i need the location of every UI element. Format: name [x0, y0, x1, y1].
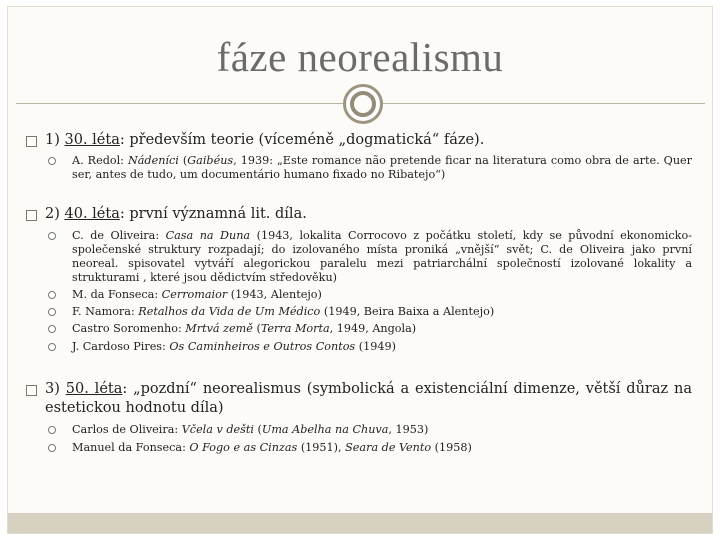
italic-title-text: Včela v dešti	[181, 423, 254, 436]
title-divider-right	[383, 103, 705, 104]
circle-bullet-icon	[48, 291, 56, 299]
list-item-text	[72, 340, 692, 354]
section-1	[26, 131, 692, 150]
circle-bullet-icon	[48, 343, 56, 351]
list-item-text	[72, 441, 692, 455]
divider-ring-ornament	[343, 84, 383, 124]
list-item-text	[72, 154, 692, 182]
item-text-run: A. Redol:	[72, 154, 128, 167]
square-bullet-icon	[26, 210, 37, 221]
circle-bullet-icon	[48, 426, 56, 434]
italic-title-text: Nádeníci	[127, 154, 179, 167]
item-text-run: 1939: „Este romance não pretende ficar na literatura como obra de arte. Quer ser, antes de tudo, um documentário humano fixado no Ribatejo“)	[72, 154, 692, 181]
item-text-run: (1949, Beira Baixa a Alentejo)	[320, 305, 495, 318]
circle-bullet-icon	[48, 308, 56, 316]
italic-title-text: Mrtvá země	[185, 322, 253, 335]
item-text-run: (1949)	[355, 340, 396, 353]
circle-bullet-icon	[48, 444, 56, 452]
section-3	[26, 380, 692, 418]
list-item-text	[72, 288, 692, 302]
item-text-run: (	[178, 154, 188, 167]
italic-title-text: Terra Morta	[260, 322, 330, 335]
slide-title: fáze neorealismu	[216, 34, 504, 80]
list-item-text	[72, 305, 692, 319]
section-2	[26, 205, 692, 224]
list-item-text	[72, 423, 692, 437]
circle-bullet-icon	[48, 157, 56, 165]
list-item	[48, 288, 692, 302]
item-text-run: M. da Fonseca:	[72, 288, 162, 301]
list-item	[48, 154, 692, 182]
section-3-heading: 3) 50. léta: „pozdní“ neorealismus (symbolická a existenciální dimenze, větší důraz na estetickou hodnotu díla)	[45, 381, 692, 416]
item-text-run: (1951),	[297, 441, 346, 454]
italic-title-text: O Fogo e as Cinzas	[189, 441, 298, 454]
item-text-run: (	[252, 322, 261, 335]
item-text-run: Manuel da Fonseca:	[72, 441, 190, 454]
footer-bar	[8, 513, 712, 533]
italic-title-text: Os Caminheiros e Outros Contos	[169, 340, 356, 353]
list-item	[48, 340, 692, 354]
list-item	[48, 229, 692, 285]
slide	[7, 6, 713, 534]
section-2-heading: 2) 40. léta: první významná lit. díla.	[45, 206, 307, 222]
list-item	[48, 322, 692, 336]
title-divider-left	[16, 103, 343, 104]
item-text-run: (1958)	[431, 441, 472, 454]
item-text-run: (1943, Alentejo)	[227, 288, 322, 301]
item-text-run: F. Namora:	[72, 305, 139, 318]
item-text-run: J. Cardoso Pires:	[72, 340, 170, 353]
item-text-run: , 1949, Angola)	[329, 322, 417, 335]
item-text-run: Castro Soromenho:	[72, 322, 186, 335]
square-bullet-icon	[26, 136, 37, 147]
item-text-run: C. de Oliveira:	[72, 229, 166, 242]
italic-title-text: Gaibéus,	[187, 154, 237, 167]
italic-title-text: Cerromaior	[161, 288, 228, 301]
list-item	[48, 423, 692, 437]
italic-title-text: Seara de Vento	[345, 441, 432, 454]
item-text-run: (1943, lokalita Corrocovo z počátku století, kdy se původní ekonomicko-společenské struktury rozpadají; do izolovaného místa proniká „vnější“ svět; C. de Oliveira jako první neoreal. spisovatel vytváří alegorickou paralelu mezi patriarchální společností izolované lokality a strukturami , které jsou dědictvím středověku)	[72, 229, 692, 284]
item-text-run: Carlos de Oliveira:	[72, 423, 182, 436]
list-item	[48, 441, 692, 455]
list-item-text	[72, 229, 692, 285]
square-bullet-icon	[26, 385, 37, 396]
circle-bullet-icon	[48, 325, 56, 333]
circle-bullet-icon	[48, 232, 56, 240]
italic-title-text: Uma Abelha na Chuva	[261, 423, 389, 436]
section-1-heading: 1) 30. léta: především teorie (víceméně „dogmatická“ fáze).	[45, 132, 485, 148]
list-item-text	[72, 322, 692, 336]
item-text-run: , 1953)	[388, 423, 429, 436]
italic-title-text: Casa na Duna	[165, 229, 251, 242]
item-text-run: (	[253, 423, 262, 436]
italic-title-text: Retalhos da Vida de Um Médico	[138, 305, 321, 318]
list-item	[48, 305, 692, 319]
